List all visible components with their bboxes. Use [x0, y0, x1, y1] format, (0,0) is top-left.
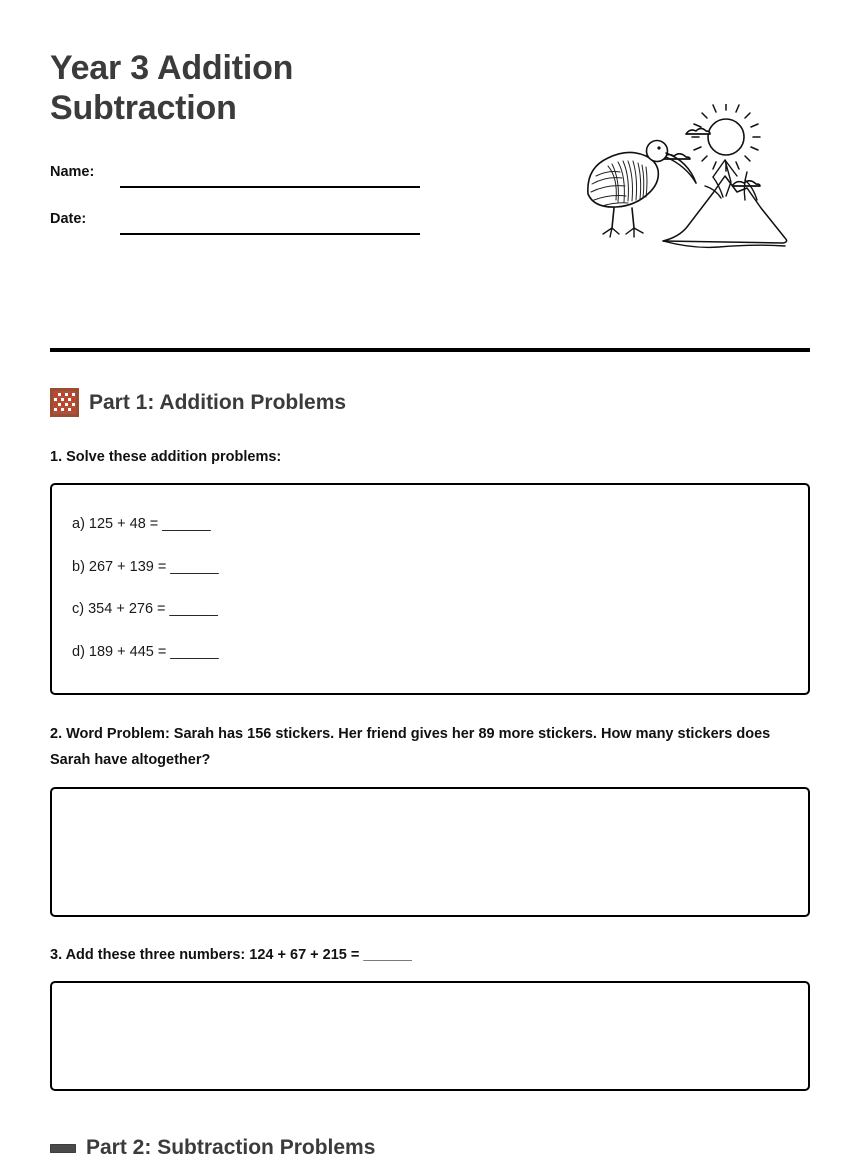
- cloud-icon-1: [686, 129, 710, 135]
- kiwi-sun-mountain-illustration: [578, 104, 790, 254]
- section-heading-label: Part 2: Subtraction Problems: [86, 1136, 376, 1159]
- name-field-label: Name:: [50, 164, 95, 180]
- problem-item-c[interactable]: c) 354 + 276 = ______: [72, 601, 218, 617]
- problem-item-d[interactable]: d) 189 + 445 = ______: [72, 643, 219, 660]
- date-field-label: Date:: [50, 211, 87, 227]
- question-3-answer-box[interactable]: [50, 981, 810, 1091]
- name-write-line[interactable]: [120, 186, 420, 188]
- addition-problems-box: [50, 483, 810, 695]
- question-2-answer-box[interactable]: [50, 787, 810, 917]
- question-2-prompt: 2. Word Problem: Sarah has 156 stickers. Her friend gives her 89 more stickers. How many stickers does Sarah have altogether?: [50, 726, 771, 768]
- page-title: Year 3 Addition Subtraction: [50, 49, 294, 128]
- question-1-prompt: 1. Solve these addition problems:: [50, 449, 282, 465]
- problem-item-b[interactable]: b) 267 + 139 = ______: [72, 558, 219, 575]
- section-heading-label: Part 1: Addition Problems: [89, 390, 347, 414]
- illustration-svg: [578, 104, 790, 254]
- problem-item-a[interactable]: a) 125 + 48 = ______: [72, 516, 211, 532]
- question-3-prompt: 3. Add these three numbers: 124 + 67 + 215 = ______: [50, 947, 412, 963]
- section-heading-part-1: [50, 388, 346, 417]
- mountain-icon: [663, 160, 787, 247]
- header-divider: [50, 348, 810, 352]
- date-write-line[interactable]: [120, 233, 420, 235]
- section-heading-part-2: [50, 1136, 375, 1160]
- abacus-icon: [50, 388, 79, 417]
- minus-icon: [50, 1144, 76, 1153]
